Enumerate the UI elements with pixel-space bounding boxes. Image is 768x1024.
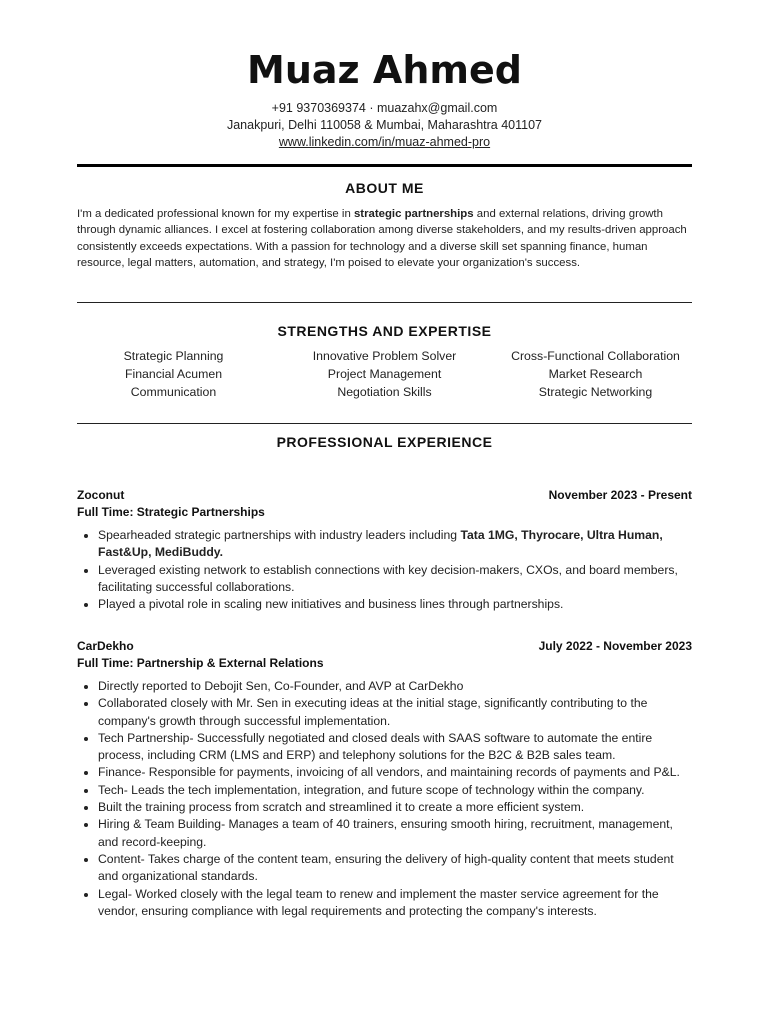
bullet-text: Spearheaded strategic partnerships with industry leaders including xyxy=(98,528,461,542)
skill-item: Project Management xyxy=(327,367,442,381)
list-item: • Content- Takes charge of the content team, ensuring the delivery of high-quality content that meets student and organizational standards. xyxy=(98,851,692,886)
contact-phone-email: +91 9370369374 · muazahx@gmail.com xyxy=(271,101,498,115)
skill-item: Negotiation Skills xyxy=(337,385,432,399)
list-item: • Directly reported to Debojit Sen, Co-Founder, and AVP at CarDekho xyxy=(98,678,692,695)
job-dates: July 2022 - November 2023 xyxy=(538,639,692,653)
job-company: Zoconut xyxy=(77,488,125,502)
skill-item: Cross-Functional Collaboration xyxy=(511,349,680,363)
about-text-bold: strategic partnerships xyxy=(353,208,474,220)
job-entry-zoconut xyxy=(77,488,692,613)
list-item: • Hiring & Team Building- Manages a team of 40 trainers, ensuring smooth hiring, recruitment, management, and record-keeping. xyxy=(98,816,692,851)
strengths-heading: STRENGTHS AND EXPERTISE xyxy=(277,323,492,339)
list-item: • Tech Partnership- Successfully negotiated and closed deals with SAAS software to automate the entire process, including CRM (LMS and ERP) and telephony solutions for the B2C & B2B sales team. xyxy=(98,730,692,765)
list-item: • Legal- Worked closely with the legal team to renew and implement the master service agreement for the vendor, ensuring compliance with legal requirements and protecting the company's interests. xyxy=(98,886,692,921)
section-divider xyxy=(77,302,692,303)
job-company: CarDekho xyxy=(77,639,134,653)
about-paragraph xyxy=(77,206,692,272)
job-title: Full Time: Partnership & External Relations xyxy=(77,656,324,670)
experience-heading: PROFESSIONAL EXPERIENCE xyxy=(276,434,493,450)
skill-item: Communication xyxy=(130,385,217,399)
skill-item: Strategic Planning xyxy=(123,349,224,363)
job-bullets xyxy=(77,527,692,613)
about-text-start: I'm a dedicated professional known for my expertise in xyxy=(77,208,354,220)
linkedin-link[interactable]: www.linkedin.com/in/muaz-ahmed-pro xyxy=(278,135,491,149)
list-item: • Leveraged existing network to establish connections with key decision-makers, CXOs, and board members, facilitating successful collaborations. xyxy=(98,562,692,597)
list-item: • Tech- Leads the tech implementation, integration, and future scope of technology within the company. xyxy=(98,782,692,799)
candidate-name: Muaz Ahmed xyxy=(247,48,522,92)
skill-item: Innovative Problem Solver xyxy=(312,349,457,363)
list-item: • Finance- Responsible for payments, invoicing of all vendors, and maintaining records of payments and P&L. xyxy=(98,764,692,781)
job-entry-cardekho xyxy=(77,639,692,920)
contact-address: Janakpuri, Delhi 110058 & Mumbai, Maharashtra 401107 xyxy=(226,118,542,132)
list-item xyxy=(98,527,692,562)
skill-item: Market Research xyxy=(548,367,643,381)
list-item: • Collaborated closely with Mr. Sen in executing ideas at the initial stage, significantly contributing to the company's growth through successful implementation. xyxy=(98,695,692,730)
list-item: • Played a pivotal role in scaling new initiatives and business lines through partnerships. xyxy=(98,596,692,613)
about-heading: ABOUT ME xyxy=(345,180,424,196)
about-text-end: and external relations, driving growth through dynamic alliances. I excel at fostering collaboration among diverse stakeholders, and my results-driven approach consistently exceeds expectations. With a passion for technology and a diverse skill set spanning finance, human resource, legal matters, automation, and strategy, I'm poised to elevate your organization's success. xyxy=(77,208,687,270)
list-item: • Built the training process from scratch and streamlined it to create a more efficient system. xyxy=(98,799,692,816)
strengths-grid xyxy=(77,348,692,400)
section-divider xyxy=(77,423,692,424)
skill-item: Financial Acumen xyxy=(124,367,223,381)
job-title: Full Time: Strategic Partnerships xyxy=(77,505,265,519)
skill-item: Strategic Networking xyxy=(538,385,653,399)
bullet-bold-text: Tata 1MG, Thyrocare, Ultra Human, Fast&Up, MediBuddy. xyxy=(98,528,663,560)
job-dates: November 2023 - Present xyxy=(548,488,692,502)
job-bullets xyxy=(77,678,692,920)
header-divider xyxy=(77,164,692,167)
